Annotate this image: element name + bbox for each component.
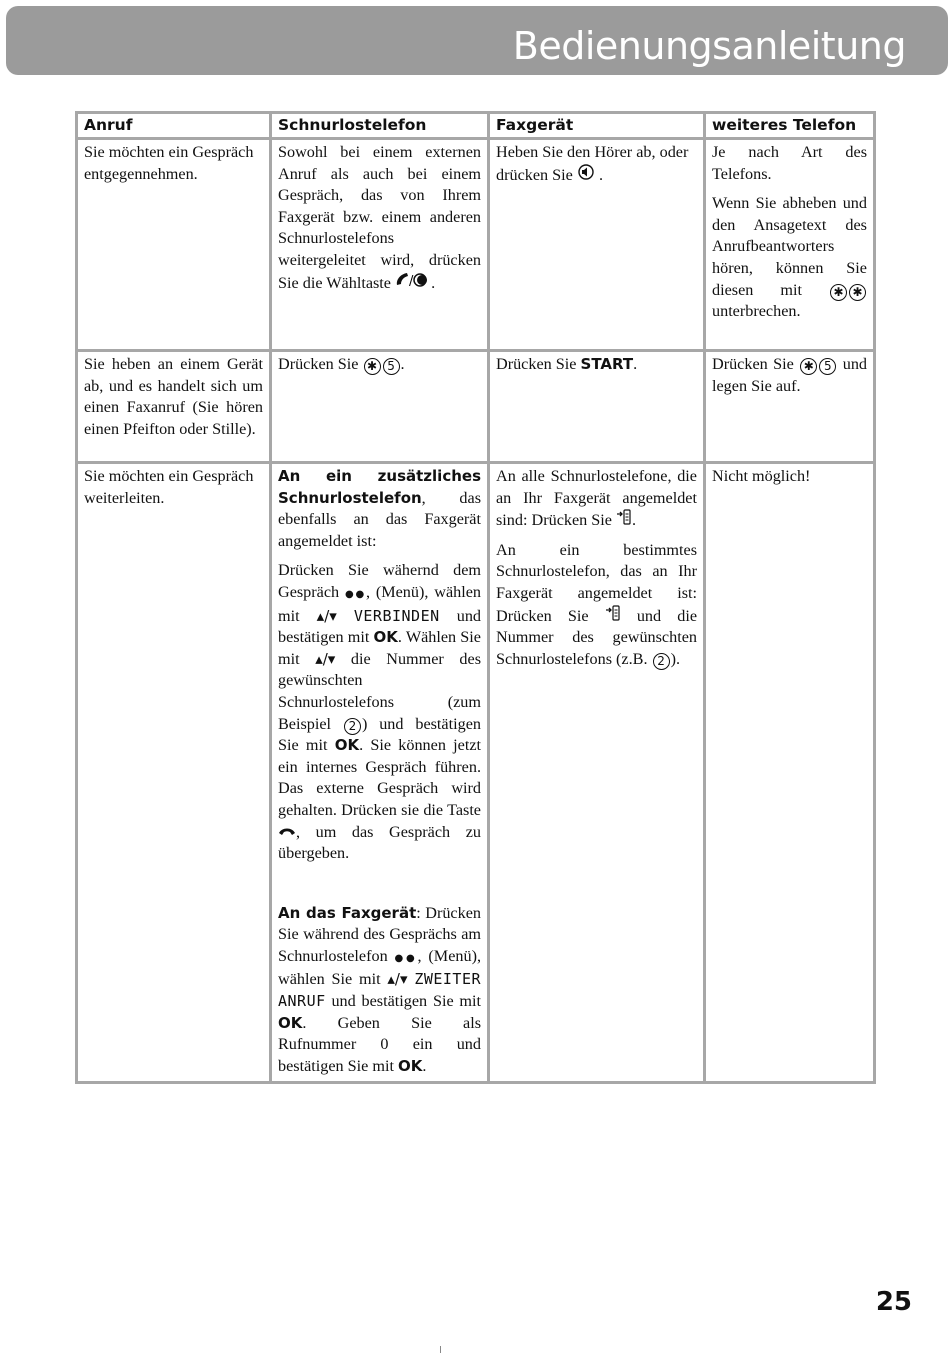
cell-anruf: Sie möchten ein Gespräch weiterleiten. — [77, 463, 271, 1083]
svg-text:/: / — [409, 273, 414, 288]
footer-mark — [440, 1346, 441, 1353]
menu-key-icon: ●● — [344, 588, 366, 600]
transfer-key-icon — [616, 511, 632, 529]
table-header-row — [77, 113, 875, 139]
dial-key-icon — [395, 274, 431, 292]
up-down-key-icon: ▴/▾ — [387, 970, 408, 989]
star-key-icon: ✱ — [364, 358, 381, 375]
menu-key-icon: ●● — [394, 952, 418, 964]
lcd-text-zweiter-anruf: ZWEITER ANRUF — [278, 970, 482, 1011]
up-down-key-icon: ▴/▾ — [315, 649, 336, 668]
table-row — [77, 351, 875, 463]
cell-fax: Heben Sie den Hörer ab, oder drücken Sie . — [489, 139, 705, 351]
ok-key-label: OK — [373, 628, 398, 647]
speaker-key-icon — [577, 166, 599, 184]
cell-weiteres: Nicht möglich! — [705, 463, 875, 1083]
ok-key-label: OK — [334, 736, 360, 755]
column-header-faxgeraet: Faxgerät — [489, 113, 705, 139]
start-key-label: START — [580, 355, 634, 373]
up-down-key-icon: ▴/▾ — [316, 606, 337, 625]
call-handling-table — [75, 111, 876, 1084]
page-title: Bedienungsanleitung — [512, 24, 906, 68]
star-key-icon: ✱ — [830, 284, 847, 301]
five-key-icon: 5 — [383, 358, 400, 375]
table-row — [77, 139, 875, 351]
table-row — [77, 463, 875, 1083]
cell-schnurlos: Drücken Sie ✱ 5 . — [271, 351, 489, 463]
hangup-key-icon — [278, 823, 296, 841]
transfer-key-icon — [605, 607, 621, 625]
cell-schnurlos: An ein zusätzliches Schnurlostelefon, das ebenfalls an das Faxgerät angemeldet ist: Drücken Sie wähernd dem Gespräch ●●, (Menü), wählen mit ▴/▾ VERBINDEN und bestätigen mit OK. Wählen Sie mit ▴/▾ die Nummer des gewünschten Schnurlostelefons (zum Beispiel 2 ) und bestätigen Sie mit OK. Sie können jetzt ein internes Gespräch führen. Das externe Gespräch wird gehalten. Drücken sie die Taste , um das Gespräch zu übergeben. An das Faxgerät: Drücken Sie während des Gesprächs am Schnurlostelefon ●●, (Menü), wählen Sie mit ▴/▾ ZWEITER ANRUF und bestätigen Sie mit OK. Geben Sie als Rufnummer 0 ein und bestätigen Sie mit OK. — [271, 463, 489, 1083]
cell-fax: Drücken Sie START. — [489, 351, 705, 463]
column-header-schnurlostelefon: Schnurlostelefon — [271, 113, 489, 139]
page-number: 25 — [875, 1287, 912, 1317]
star-key-icon: ✱ — [800, 358, 817, 375]
column-header-anruf: Anruf — [77, 113, 271, 139]
two-key-icon: 2 — [653, 653, 670, 670]
two-key-icon: 2 — [344, 718, 361, 735]
cell-anruf: Sie möchten ein Gespräch entgegennehmen. — [77, 139, 271, 351]
cell-schnurlos: Sowohl bei einem externen Anruf als auch bei einem Gespräch, das von Ihrem Faxgerät bzw. einem anderen Schnurlostelefons weitergeleitet wird, drücken Sie die Wähltaste / . — [271, 139, 489, 351]
ok-key-label: OK — [398, 1056, 423, 1075]
lcd-text-verbinden: VERBINDEN — [353, 606, 440, 625]
header-banner — [6, 6, 948, 75]
star-key-icon: ✱ — [849, 284, 866, 301]
five-key-icon: 5 — [819, 358, 836, 375]
ok-key-label: OK — [278, 1013, 303, 1032]
cell-fax: An alle Schnurlostelefone, die an Ihr Faxgerät angemeldet sind: Drücken Sie . An ein bestimmtes Schnurlostelefon, das an Ihr Faxgerät angemeldet ist: Drücken Sie und die Nummer des gewünschten Schnurlostelefons (z.B. 2 ). — [489, 463, 705, 1083]
cell-weiteres: Je nach Art des Telefons. Wenn Sie abheben und den Ansagetext des Anrufbeantworters hören, können Sie diesen mit ✱ ✱ unterbrechen. — [705, 139, 875, 351]
cell-anruf: Sie heben an einem Gerät ab, und es handelt sich um einen Faxanruf (Sie hören einen Pfeifton oder Stille). — [77, 351, 271, 463]
column-header-weiteres-telefon: weiteres Telefon — [705, 113, 875, 139]
cell-weiteres: Drücken Sie ✱ 5 und legen Sie auf. — [705, 351, 875, 463]
